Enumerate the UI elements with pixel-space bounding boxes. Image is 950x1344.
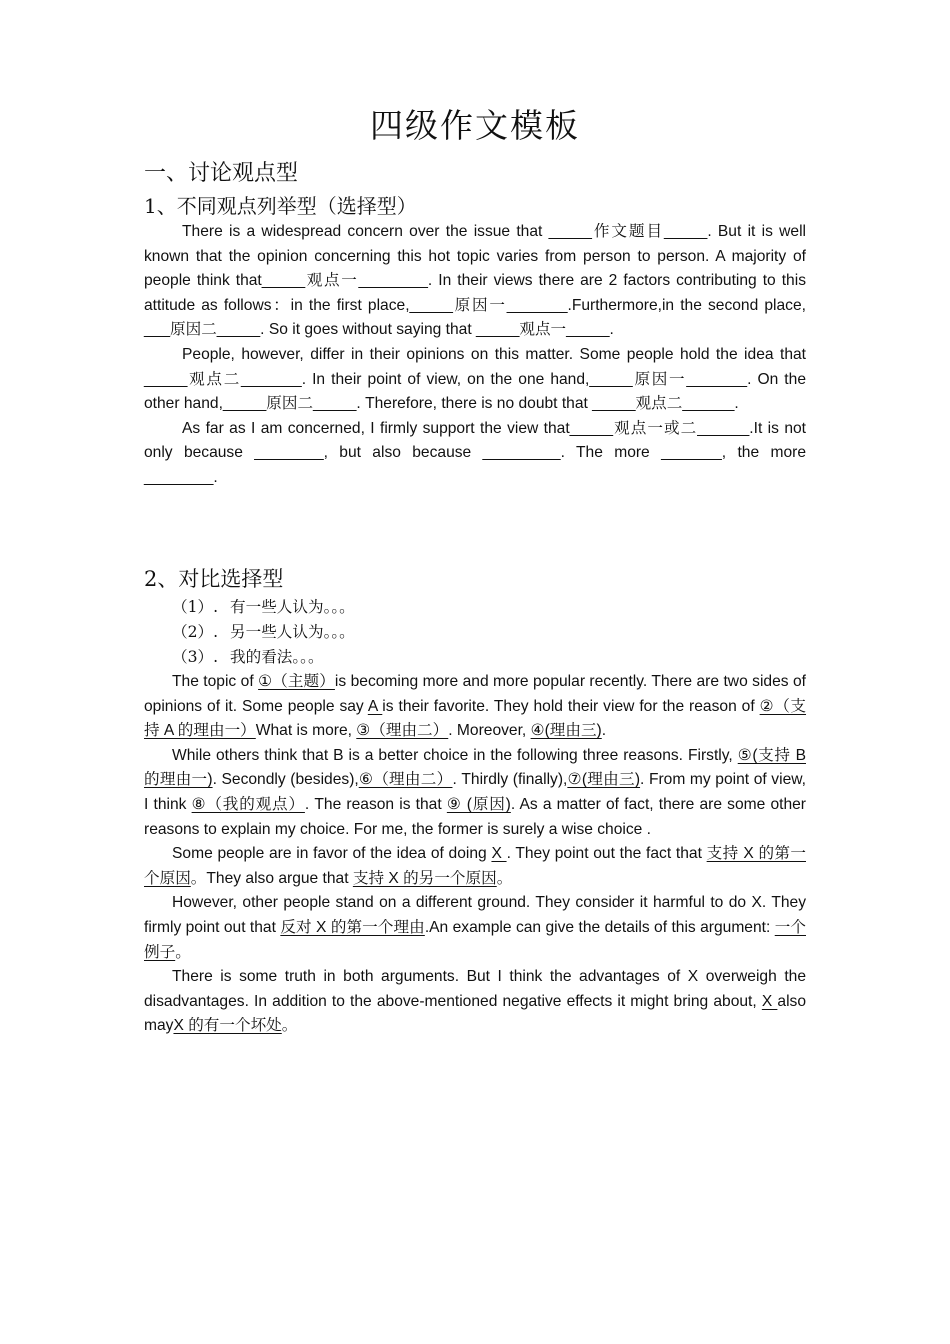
- section2-body: [144, 670, 806, 1039]
- section2-paragraph-4: [144, 891, 806, 965]
- blank-reason-a2: ③（理由二）: [356, 722, 449, 740]
- text-run: . Moreover,: [448, 722, 531, 740]
- blank-x-reason1: 支持 X 的第一个原因: [144, 845, 806, 887]
- page-title: 四级作文模板: [370, 106, 580, 145]
- blank-x-downside: X 的有一个坏处: [173, 1017, 282, 1035]
- section2-paragraph-2: [144, 744, 806, 842]
- text-run: While others think that B is a better choice in the following three reasons. Firstly,: [172, 746, 738, 764]
- blank-reason-b2: ⑥（理由二）: [358, 771, 453, 789]
- blank-my-reason: ⑨ (原因): [446, 795, 511, 813]
- text-run: .An example can give the details of this argument:: [424, 918, 775, 936]
- section1-paragraph-1: There is a widespread concern over the issue that _____作文题目_____. But it is well known that the opinion concerning this hot topic varies from person to person. A majority of people think that_____观点一________. In their views there are 2 factors contributing to this attitude as follows：in the first place,_____原因一_______.Furthermore,in the second place, ___原因二_____. So it goes without saying that _____观点一_____.: [144, 223, 806, 339]
- section1-paragraph-2: People, however, differ in their opinions on this matter. Some people hold the idea that _____观点二_______. In their point of view, on the one hand,_____原因一_______. On the other hand,_____原因二_____. Therefore, there is no doubt that _____观点二______.: [144, 345, 806, 413]
- text-run: .: [601, 722, 607, 740]
- section2-paragraph-3: [144, 842, 806, 891]
- section2-paragraph-5: [144, 965, 806, 1039]
- list-item: [172, 620, 355, 645]
- list-item: [172, 645, 355, 670]
- section1-paragraph-3: As far as I am concerned, I firmly support the view that_____观点一或二______.It is not only because ________, but also because _________. The more _______, the more ________.: [144, 419, 806, 486]
- text-run: . Secondly (besides),: [212, 771, 359, 789]
- blank-reason-a1: ②（支持 A 的理由一）: [144, 697, 807, 740]
- text-run: . From my point of view, I think: [144, 771, 806, 813]
- text-run: . As a matter of fact, there are some other reasons to explain my choice. For me, the former is surely a wise choice .: [144, 795, 806, 838]
- text-run: is becoming more and more popular recently. There are two sides of opinions of it. Some people say: [144, 673, 807, 715]
- text-run: . They point out the fact that: [506, 845, 707, 863]
- list-item: [172, 595, 355, 620]
- text-run: What is more,: [255, 722, 357, 740]
- blank-reason-a3: ④(理由三): [530, 722, 602, 740]
- blank-x: X: [491, 845, 507, 863]
- section1-subheading: 1、不同观点列举型（选择型）: [144, 194, 417, 218]
- section2-paragraph-1: [144, 670, 806, 744]
- text-run: Some people are in favor of the idea of doing: [172, 845, 492, 863]
- list-item-text: 我的看法。。。: [230, 648, 324, 666]
- section1-body: [144, 220, 806, 491]
- blank-topic: ①（主题）: [258, 673, 335, 690]
- text-run: . Thirdly (finally),: [452, 771, 568, 789]
- text-run: 。: [281, 1017, 298, 1035]
- blank-a: A: [367, 697, 383, 715]
- text-run: . The reason is that: [304, 795, 447, 813]
- section2-list: [172, 595, 355, 670]
- text-run: 。: [175, 943, 191, 961]
- list-item-text: 有一些人认为。。。: [230, 598, 355, 616]
- text-run: There is some truth in both arguments. But I think the advantages of X overweigh the disadvantages. In addition to the above-mentioned negative effects it might bring about,: [144, 968, 806, 1010]
- blank-x-2: X: [761, 992, 778, 1010]
- section1-heading: 一、讨论观点型: [144, 161, 299, 186]
- text-run: The topic of: [172, 673, 259, 690]
- blank-my-view: ⑧（我的观点）: [191, 795, 305, 813]
- list-item-text: 另一些人认为。。。: [230, 623, 355, 641]
- blank-example: 一个例子: [144, 918, 806, 961]
- section2-heading: 2、对比选择型: [144, 567, 284, 591]
- blank-against-x: 反对 X 的第一个理由: [280, 918, 425, 936]
- blank-reason-b3: ⑦(理由三): [567, 771, 641, 789]
- list-item-number: （2）.: [172, 623, 219, 641]
- blank-reason-b1: ⑤(支持 B 的理由一): [144, 746, 806, 789]
- list-item-number: （3）.: [172, 648, 219, 666]
- text-run: 。: [496, 869, 513, 887]
- text-run: 。They also argue that: [190, 869, 353, 887]
- list-item-number: （1）.: [172, 598, 219, 616]
- text-run: also may: [144, 992, 807, 1035]
- text-run: However, other people stand on a different ground. They consider it harmful to do X. They firmly point out that: [144, 894, 806, 936]
- text-run: is their favorite. They hold their view for the reason of: [382, 697, 760, 715]
- blank-x-reason2: 支持 X 的另一个原因: [352, 869, 497, 887]
